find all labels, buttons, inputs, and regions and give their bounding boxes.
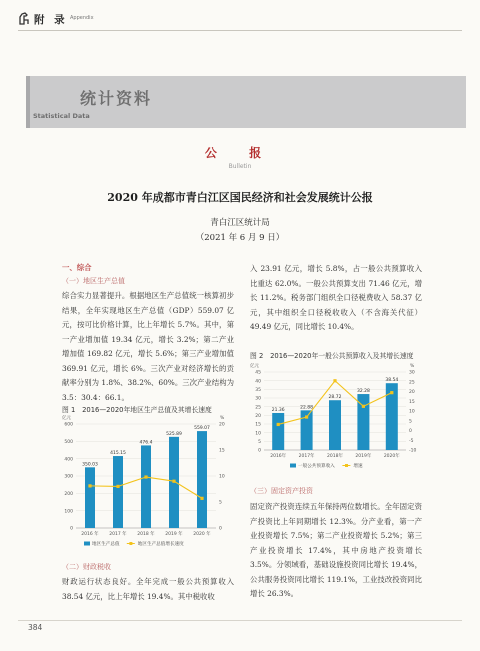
y2-tick-label: 0 <box>219 526 222 532</box>
bar-value-label: 21.36 <box>271 407 285 413</box>
y-tick-label: 0 <box>258 448 261 454</box>
legend-bar-label: 一般公共预算收入 <box>298 464 335 469</box>
bar-value-label: 525.89 <box>166 431 182 437</box>
figure-1-caption: 图 1 2016—2020年地区生产总值及其增长速度 <box>62 406 212 414</box>
growth-point <box>277 423 280 426</box>
growth-point <box>362 405 365 408</box>
y2-tick-label: 20 <box>219 422 225 428</box>
y2-tick-label: 5 <box>409 419 412 425</box>
y2-axis-unit: % <box>220 416 225 421</box>
bar-value-label: 415.15 <box>110 451 126 457</box>
y-tick-label: 10 <box>255 431 261 437</box>
x-tick-label: 2016年 <box>270 454 287 459</box>
y-tick-label: 500 <box>64 439 73 445</box>
growth-point <box>144 475 147 478</box>
header-title: 附 录 <box>34 14 68 26</box>
bar-value-label: 559.07 <box>194 426 210 432</box>
bulletin-subtitle: Bulletin <box>228 163 252 170</box>
y-tick-label: 5 <box>258 439 261 445</box>
paragraph-investment: 固定资产投资连续五年保持两位数增长。全年固定资产投资比上年同期增长 12.3%。分产业看，第一产业投资增长 7.5%；第二产业投资增长 5.2%；第三产业投资增长 17.4%，其中房地产投资增长 3.5%。分领域看，基础设施投资同比增长 19.4%，公共服务投资同比增长 119.1%，工业技改投资同比增长 26.3%。 <box>250 502 422 598</box>
growth-point <box>172 480 175 483</box>
section-title: 统计资料 <box>80 89 153 108</box>
growth-point <box>88 484 91 487</box>
y2-axis-unit: % <box>410 364 415 369</box>
legend-line-marker <box>129 542 132 545</box>
bar-value-label: 38.54 <box>385 378 399 384</box>
y2-tick-label: 0 <box>409 429 412 435</box>
page-number: 384 <box>28 623 43 632</box>
y-tick-label: 35 <box>255 387 261 393</box>
header-rule <box>18 30 462 31</box>
bar <box>141 445 151 528</box>
subheading-investment: （三）固定资产投资 <box>250 487 313 495</box>
y2-tick-label: 15 <box>219 448 225 454</box>
legend-line-marker <box>345 464 348 467</box>
horse-logo-icon <box>18 11 30 25</box>
y2-tick-label: 5 <box>219 500 222 506</box>
legend-bar-swatch <box>84 542 90 546</box>
bar <box>329 400 341 450</box>
heading-general: 一、综合 <box>62 263 92 272</box>
x-tick-label: 2018年 <box>327 454 343 459</box>
legend-line-label: 地区生产总值增长速度 <box>137 542 184 547</box>
y-tick-label: 20 <box>255 413 261 419</box>
growth-point <box>333 379 336 382</box>
y2-tick-label: -5 <box>409 438 414 444</box>
paragraph-gdp: 综合实力显著提升。根据地区生产总值统一核算初步结果，全年实现地区生产总值（GDP）559.07 亿元，按可比价格计算，比上年增长 5.7%。其中，第一产业增加值 19.34 亿元，增长 3.2%；第二产业增加值 169.82 亿元，增长 5.6%；第三产业增加值 369.91 亿元，增长 6%。三次产业对经济增长的贡献率分别为 1.8%、38.2%、60%。三次产业结构为 3.5：30.4：66.1。 <box>62 291 234 402</box>
legend-bar-swatch <box>290 464 296 468</box>
subheading-gdp: （一）地区生产总值 <box>62 277 125 285</box>
y2-tick-label: 15 <box>409 399 415 405</box>
y-tick-label: 400 <box>64 457 73 463</box>
y-tick-label: 25 <box>255 405 261 411</box>
y2-tick-label: 30 <box>409 370 415 376</box>
y-axis-unit: 亿元 <box>250 364 259 369</box>
growth-point <box>200 497 203 500</box>
bar <box>197 431 207 528</box>
y-tick-label: 45 <box>255 370 261 376</box>
subheading-fiscal: （二）财政税收 <box>62 563 111 571</box>
y-tick-label: 0 <box>70 526 73 532</box>
y-tick-label: 600 <box>64 422 73 428</box>
legend-bar-label: 地区生产总值 <box>92 542 120 547</box>
y-tick-label: 200 <box>64 491 73 497</box>
bar-value-label: 32.28 <box>356 389 370 395</box>
growth-point <box>116 485 119 488</box>
y2-tick-label: 10 <box>219 474 225 480</box>
section-band-accent <box>26 76 30 128</box>
bar-value-label: 350.03 <box>82 462 98 468</box>
x-tick-label: 2019 年 <box>165 532 183 537</box>
y2-tick-label: 20 <box>409 390 415 396</box>
bar-value-label: 476.4 <box>139 440 153 446</box>
y-tick-label: 100 <box>64 509 73 515</box>
bar-value-label: 22.88 <box>300 405 314 411</box>
y2-tick-label: 25 <box>409 380 415 386</box>
paragraph-fiscal: 财政运行状态良好。全年完成一般公共预算收入 38.54 亿元，比上年增长 19.4%。其中税收收 <box>62 577 234 601</box>
x-tick-label: 2020年 <box>383 454 400 459</box>
bar-value-label: 28.72 <box>328 395 342 401</box>
y-axis-unit: 亿元 <box>62 416 71 421</box>
y2-tick-label: 10 <box>409 409 415 415</box>
y-tick-label: 30 <box>255 396 261 402</box>
bar <box>272 413 284 450</box>
document-issuer: 青白江区统计局 <box>210 218 270 228</box>
x-tick-label: 2017 年 <box>109 532 127 537</box>
footer-rule <box>18 620 462 621</box>
x-tick-label: 2016 年 <box>81 532 99 537</box>
x-tick-label: 2018 年 <box>137 532 155 537</box>
x-tick-label: 2017年 <box>298 454 315 459</box>
document-title: 2020 年成都市青白江区国民经济和社会发展统计公报 <box>107 191 373 204</box>
legend-line-label: 增速 <box>353 464 363 469</box>
bar <box>85 467 95 528</box>
gdp-chart <box>58 412 236 562</box>
growth-point <box>305 415 308 418</box>
budget-revenue-chart <box>246 360 426 482</box>
figure-2-caption: 图 2 2016—2020年一般公共预算收入及其增长速度 <box>250 352 414 360</box>
y-tick-label: 40 <box>255 379 261 385</box>
x-tick-label: 2020 年 <box>193 532 211 537</box>
header-subtitle: Appendix <box>70 15 94 21</box>
y-tick-label: 300 <box>64 474 73 480</box>
x-tick-label: 2019年 <box>355 454 372 459</box>
growth-point <box>390 391 393 394</box>
y-tick-label: 15 <box>255 422 261 428</box>
bulletin-title: 公 报 <box>204 146 276 160</box>
bar <box>113 456 123 528</box>
section-subtitle: Statistical Data <box>33 112 90 120</box>
y2-tick-label: -10 <box>409 448 417 454</box>
document-date: （2021 年 6 月 9 日） <box>195 233 285 243</box>
paragraph-fiscal-cont: 入 23.91 亿元，增长 5.8%，占一般公共预算收入比重达 62.0%。一般公共预算支出 71.46 亿元，增长 11.2%。税务部门组织全口径税费收入 58.37 亿元，其中组织全口径税收收入（不含海关代征）49.49 亿元，同比增长 10.4%。 <box>250 264 422 331</box>
